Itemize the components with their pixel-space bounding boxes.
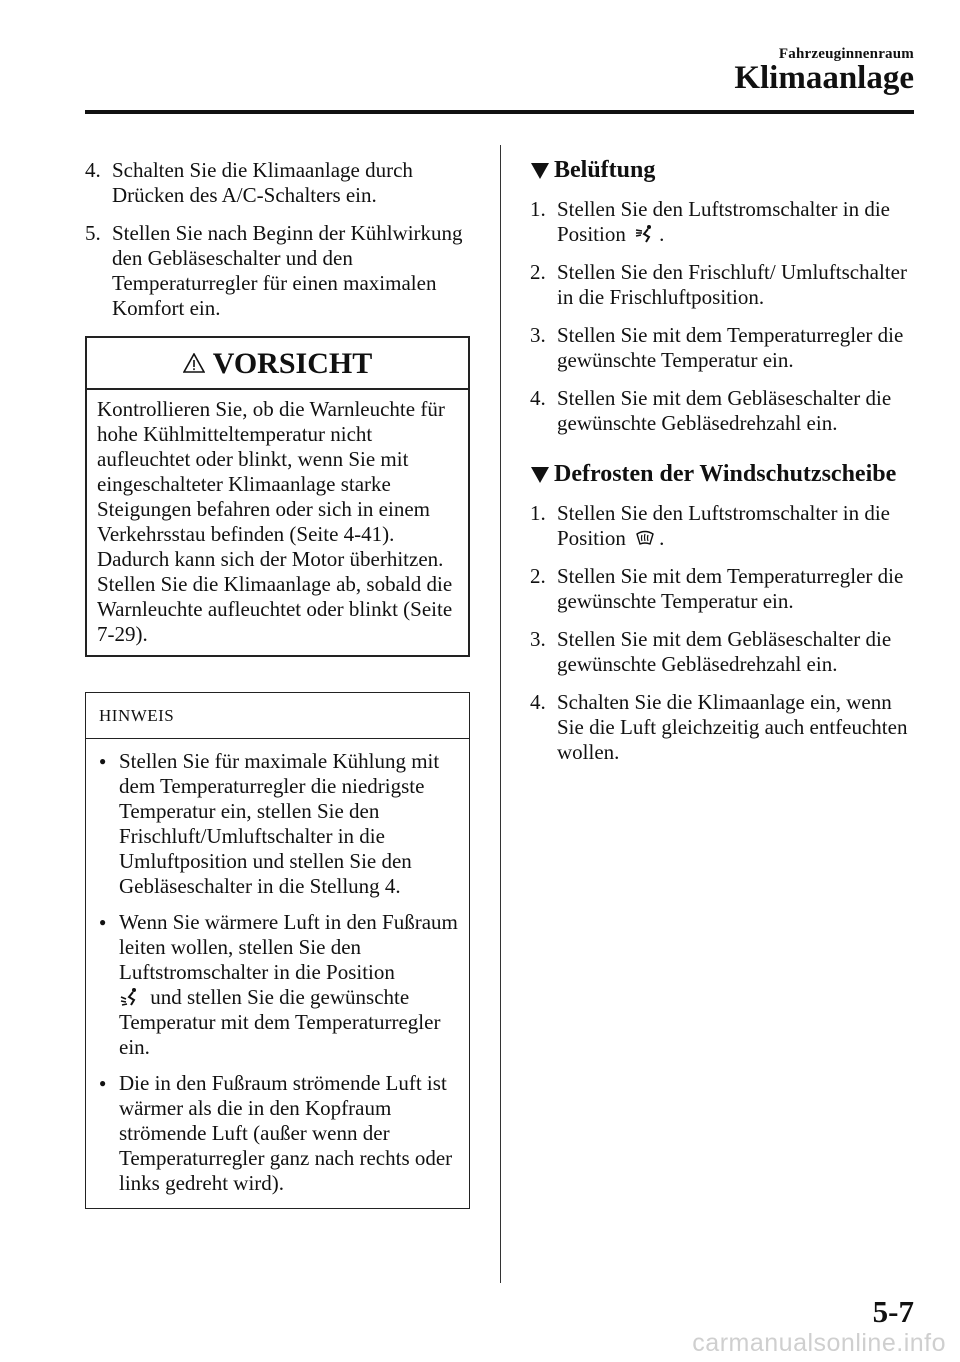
watermark: carmanualsonline.info <box>692 1329 946 1357</box>
step-text: Stellen Sie den Luftstromschalter in die Position <box>557 197 891 246</box>
step-3 <box>530 323 920 373</box>
step-number: 4. <box>530 690 546 714</box>
step-text: Stellen Sie mit dem Gebläseschalter die gewünschte Gebläsedrehzahl ein. <box>557 627 892 676</box>
caution-header <box>87 338 468 390</box>
section-title: Defrosten der Windschutzscheibe <box>554 461 897 487</box>
triangle-down-icon <box>530 162 550 180</box>
note-title: HINWEIS <box>86 693 469 739</box>
step-number: 3. <box>530 323 546 347</box>
floor-airflow-icon <box>119 987 141 1007</box>
step-1 <box>530 197 920 247</box>
section-heading-defrost <box>530 462 920 487</box>
section-heading-ventilation <box>530 158 920 183</box>
step-3 <box>530 627 920 677</box>
caution-title: VORSICHT <box>212 346 373 380</box>
page-number: 5-7 <box>872 1294 914 1329</box>
step-text: Stellen Sie nach Beginn der Kühlwirkung den Gebläseschalter und den Temperaturregler für einen maximalen Komfort ein. <box>112 221 463 320</box>
step-number: 1. <box>530 197 546 221</box>
step-number: 2. <box>530 564 546 588</box>
step-text: Stellen Sie den Luftstromschalter in die Position <box>557 501 891 550</box>
page-title: Klimaanlage <box>734 60 914 96</box>
caution-box <box>85 336 470 657</box>
caution-text: Kontrollieren Sie, ob die Warnleuchte für hohe Kühlmitteltemperatur nicht aufleuchtet oder blinkt, wenn Sie mit eingeschalteter Klimaanlage starke Steigungen befahren oder sich in einem Verkehrsstau befinden (Seite 4-41). Dadurch kann sich der Motor überhitzen. Stellen Sie die Klimaanlage ab, sobald die Warnleuchte aufleuchtet oder blinkt (Seite 7-29). <box>97 397 453 646</box>
step-5 <box>85 221 470 321</box>
step-text: Schalten Sie die Klimaanlage durch Drücken des A/C-Schalters ein. <box>112 158 413 207</box>
step-4 <box>530 386 920 436</box>
step-text: Stellen Sie den Frischluft/ Umluftschalter in die Frischluftposition. <box>557 260 907 309</box>
triangle-down-icon <box>530 466 550 484</box>
step-text: . <box>659 222 665 246</box>
windshield-defrost-icon <box>635 530 655 548</box>
bullet-text: Wenn Sie wärmere Luft in den Fußraum leiten wollen, stellen Sie den Luftstromschalter in die Position <box>119 910 458 984</box>
left-column <box>85 158 470 1209</box>
note-box <box>85 692 470 1209</box>
warning-triangle-icon <box>183 353 205 373</box>
step-number: 2. <box>530 260 546 284</box>
step-text: Stellen Sie mit dem Temperaturregler die gewünschte Temperatur ein. <box>557 564 904 613</box>
step-text: Stellen Sie mit dem Gebläseschalter die gewünschte Gebläsedrehzahl ein. <box>557 386 892 435</box>
right-column <box>530 158 920 778</box>
note-bullet <box>99 910 459 1060</box>
step-number: 4. <box>85 158 101 182</box>
step-number: 4. <box>530 386 546 410</box>
step-number: 5. <box>85 221 101 245</box>
bullet-text: Die in den Fußraum strömende Luft ist wärmer als die in den Kopfraum strömende Luft (außer wenn der Temperaturregler ganz nach rechts oder links gedreht wird). <box>119 1071 453 1195</box>
bullet-text: und stellen Sie die gewünschte Temperatur mit dem Temperaturregler ein. <box>119 985 441 1059</box>
step-text: Schalten Sie die Klimaanlage ein, wenn Sie die Luft gleichzeitig auch entfeuchten wollen. <box>557 690 908 764</box>
note-bullet <box>99 1071 459 1196</box>
section-title: Belüftung <box>554 157 656 183</box>
bullet-text: Stellen Sie für maximale Kühlung mit dem Temperaturregler die niedrigste Temperatur ein, stellen Sie den Frischluft/Umluftschalter in die Umluftposition und stellen Sie den Gebläseschalter in die Stellung 4. <box>119 749 440 898</box>
step-text: . <box>659 526 665 550</box>
bullet-icon: ● <box>99 1076 107 1090</box>
column-divider <box>500 145 501 1283</box>
step-4 <box>530 690 920 765</box>
step-4 <box>85 158 470 208</box>
step-number: 3. <box>530 627 546 651</box>
header-section-label: Fahrzeuginnenraum <box>778 46 914 62</box>
step-number: 1. <box>530 501 546 525</box>
step-text: Stellen Sie mit dem Temperaturregler die gewünschte Temperatur ein. <box>557 323 904 372</box>
step-1 <box>530 501 920 551</box>
note-bullet <box>99 749 459 899</box>
step-2 <box>530 260 920 310</box>
step-2 <box>530 564 920 614</box>
bullet-icon: ● <box>99 754 107 768</box>
header-rule <box>85 110 914 114</box>
face-airflow-icon <box>635 224 655 244</box>
bullet-icon: ● <box>99 915 107 929</box>
